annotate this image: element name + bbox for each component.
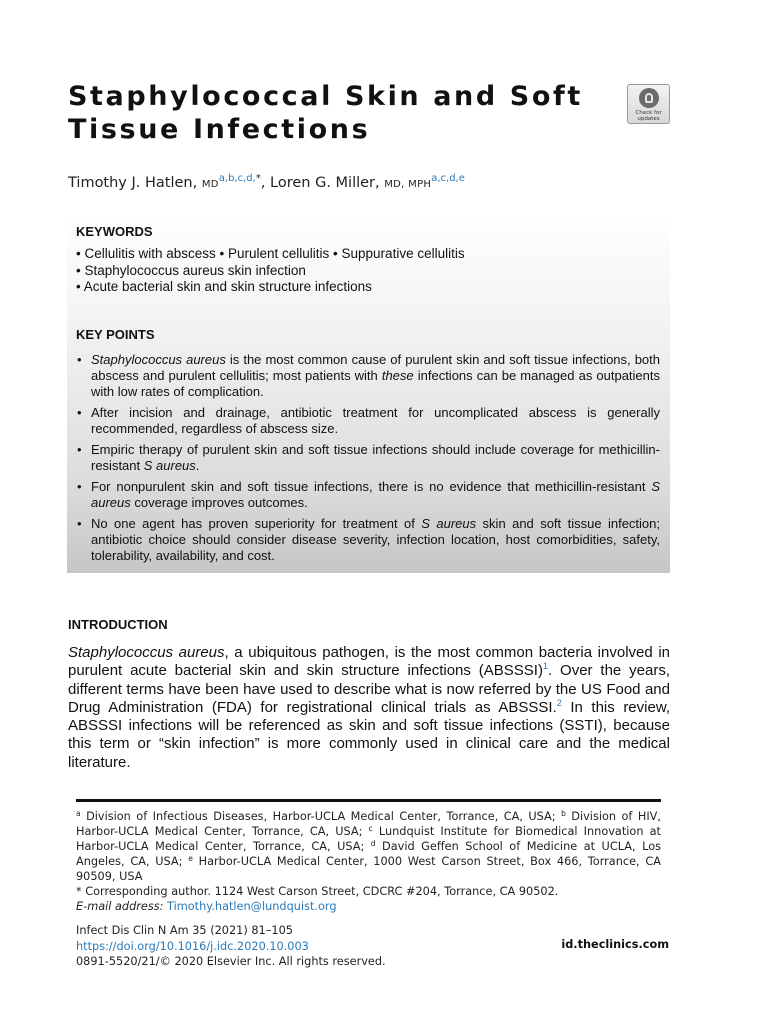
aff-text: David Geffen School of Medicine at UCLA, Los Angeles, CA, USA; [76, 840, 661, 868]
keyword-line: • Acute bacterial skin and skin structure infections [76, 279, 372, 294]
aff-mark: a [76, 809, 81, 818]
kp-italic: S aureus [143, 458, 196, 473]
reference-link[interactable]: 1 [542, 661, 548, 672]
check-updates-label: Check for updates [635, 110, 662, 122]
corresponding-mark[interactable]: * [255, 173, 261, 184]
kp-italic: these [381, 368, 414, 383]
keyword-line: • Cellulitis with abscess • Purulent cellulitis • Suppurative cellulitis [76, 246, 465, 261]
key-points-heading: KEY POINTS [76, 327, 155, 342]
kp-text: No one agent has proven superiority for treatment of [91, 516, 422, 531]
key-points-list [76, 352, 660, 569]
check-updates-icon [639, 88, 659, 108]
kp-italic: S aureus [421, 516, 477, 531]
keywords-list [76, 246, 656, 296]
affiliations-footnote [76, 809, 661, 914]
email-link[interactable]: Timothy.hatlen@lundquist.org [167, 900, 337, 913]
author-degree: MD [201, 179, 219, 190]
author-name: Loren G. Miller, [270, 175, 380, 191]
article-title [68, 80, 628, 146]
doi-link[interactable]: https://doi.org/10.1016/j.idc.2020.10.003 [76, 939, 309, 953]
keywords-heading: KEYWORDS [76, 224, 153, 239]
aff-text: Division of Infectious Diseases, Harbor-UCLA Medical Center, Torrance, CA, USA; [80, 810, 562, 823]
journal-site-link[interactable]: id.theclinics.com [561, 938, 669, 951]
summary-box [67, 213, 670, 573]
key-point-item: • After incision and drainage, antibiotic treatment for uncomplicated abscess is generally recommended, regardless of abscess size. [76, 405, 660, 437]
kp-text: is the most common cause of purulent skin and soft tissue infections, both abscess and purulent cellulitis; most patients with [91, 352, 661, 383]
intro-text: In this review, ABSSSI infections will be referenced as skin and soft tissue infections (SSTI), because this term or “skin infection” is more commonly used in clinical care and the medical literature. [68, 698, 670, 771]
reference-link[interactable]: 2 [556, 697, 562, 708]
corresponding-author: * Corresponding author. 1124 West Carson Street, CDCRC #204, Torrance, CA 90502. [76, 885, 559, 898]
kp-text: skin and soft tissue infection; antibiotic choice should consider disease severity, infection location, host comorbidities, safety, tolerability, availability, and cost. [91, 516, 660, 563]
key-point-item [76, 479, 660, 511]
affiliation-marks[interactable]: a,c,d,e [431, 173, 465, 184]
aff-text: Harbor-UCLA Medical Center, 1000 West Carson Street, Box 466, Torrance, CA 90509, USA [76, 855, 661, 883]
introduction-paragraph [68, 644, 670, 772]
kp-text: coverage improves outcomes. [130, 495, 308, 510]
intro-text: . Over the years, different terms have been have used to describe what is now referred by the US Food and Drug Administration (FDA) for registrational clinical trials as ABSSSI. [68, 662, 671, 716]
key-point-item [76, 352, 660, 400]
email-line [76, 899, 661, 914]
kp-text: infections can be managed as outpatients with low rates of complication. [91, 368, 660, 399]
author-name: Timothy J. Hatlen, [68, 175, 198, 191]
affiliation-marks[interactable]: a,b,c,d, [218, 173, 256, 184]
intro-text: , a ubiquitous pathogen, is the most common bacteria involved in purulent acute bacterial skin and skin structure infections (ABSSSI) [68, 644, 670, 680]
kp-italic: S aureus [91, 479, 660, 510]
kp-italic: Staphylococcus aureus [91, 352, 226, 367]
copyright-line: 0891-5520/21/© 2020 Elsevier Inc. All rights reserved. [76, 955, 386, 968]
email-label: E-mail address: [76, 900, 164, 913]
aff-mark: c [368, 824, 373, 833]
introduction-heading: INTRODUCTION [68, 617, 168, 632]
aff-mark: b [561, 809, 566, 818]
aff-mark: d [370, 839, 376, 848]
keyword-line: • Staphylococcus aureus skin infection [76, 262, 306, 278]
footnote-divider [76, 799, 661, 802]
author-line: Timothy J. Hatlen, $MD^{a,b,c,d,*}$, Loren G. Miller, MD, MPH$^{a,c,d,e}$ [68, 173, 465, 191]
key-point-item [76, 516, 660, 564]
check-for-updates-button[interactable] [627, 84, 670, 124]
kp-text: . [195, 458, 200, 473]
aff-mark: e [188, 854, 193, 863]
author-degree: MD, MPH [384, 179, 432, 190]
title-line-2: Tissue Infections [68, 114, 371, 145]
aff-text: Lundquist Institute for Biomedical Innovation at Harbor-UCLA Medical Center, Torrance, CA, USA; [76, 825, 661, 853]
organism-name: Staphylococcus aureus [68, 644, 225, 661]
kp-text: Empiric therapy of purulent skin and soft tissue infections should include coverage for methicillin-resistant [91, 442, 660, 473]
journal-citation: Infect Dis Clin N Am 35 (2021) 81–105 [76, 924, 293, 937]
affiliations-text [76, 809, 661, 884]
key-point-item [76, 442, 660, 474]
citation-block [76, 923, 476, 970]
title-line-1: Staphylococcal Skin and Soft [68, 81, 583, 112]
kp-text: For nonpurulent skin and soft tissue infections, there is no evidence that methicillin-resistant [91, 479, 652, 494]
aff-text: Division of HIV, Harbor-UCLA Medical Center, Torrance, CA, USA; [76, 810, 661, 838]
